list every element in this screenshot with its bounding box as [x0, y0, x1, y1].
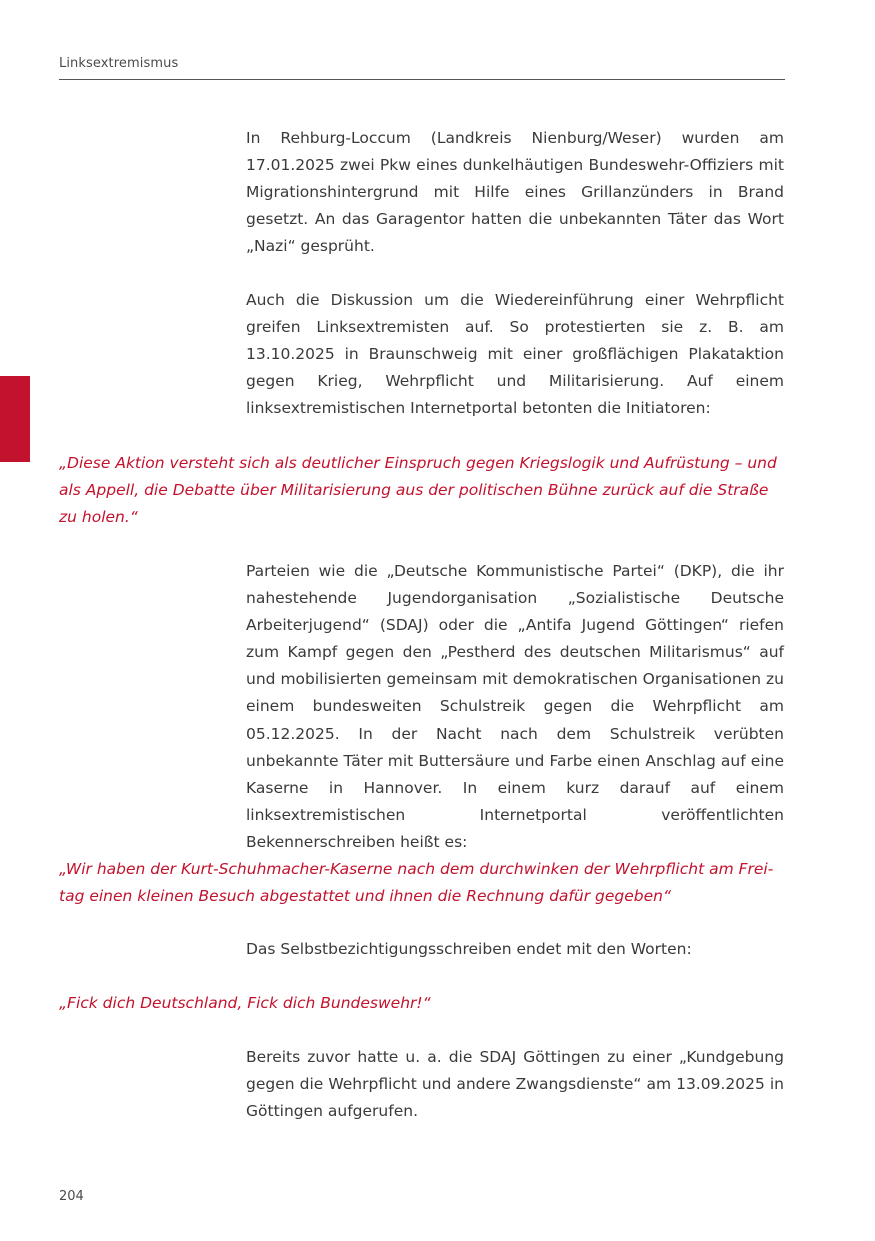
paragraph-5: Bereits zuvor hatte u. a. die SDAJ Göttingen zu einer „Kundgebung gegen die Wehrpflicht und andere Zwangsdienste“ am 13.09.2025 in Göttingen aufgerufen.: [246, 1048, 784, 1121]
quote-1: „Diese Aktion versteht sich als deutlicher Einspruch gegen Kriegslogik und Aufrüstung – und als Appell, die Debatte über Militarisierung aus der politischen Bühne zurück auf die Straße zu holen.“: [59, 454, 777, 526]
paragraph-3: Parteien wie die „Deutsche Kommunistische Partei“ (DKP), die ihr nahestehende Jugendorganisation „Sozialistische Deutsche Arbeiterjugend“ (SDAJ) oder die „Antifa Jugend Göttingen“ riefen zum Kampf gegen den „Pestherd des deutschen Militarismus“ auf und mobilisierten gemeinsam mit demokratischen Organisationen zu einem bundesweiten Schulstreik gegen die Wehrpflicht am 05.12.2025. In der Nacht nach dem Schulstreik verübten unbekannte Täter mit Buttersäure und Farbe einen Anschlag auf eine Kaserne in Hannover. In einem kurz darauf auf einem linksextremistischen Internetportal veröffentlichten Bekennerschreiben heißt es:: [246, 562, 784, 851]
page-number: 204: [59, 1189, 84, 1204]
paragraph-1: In Rehburg-Loccum (Landkreis Nienburg/Weser) wurden am 17.01.2025 zwei Pkw eines dunkelhäutigen Bundeswehr-Offiziers mit Migrationshintergrund mit Hilfe eines Grillanzünders in Brand gesetzt. An das Garagentor hatten die unbekannten Täter das Wort „Nazi“ gesprüht.: [246, 129, 784, 256]
quote-2: „Wir haben der Kurt-Schuhmacher-Kaserne nach dem durchwinken der Wehrpflicht am Frei-tag einen kleinen Besuch abgestattet und ihnen die Rechnung dafür gegeben“: [59, 860, 774, 905]
paragraph-4: Das Selbstbezichtigungsschreiben endet mit den Worten:: [246, 940, 692, 958]
quote-3: „Fick dich Deutschland, Fick dich Bundeswehr!“: [59, 994, 431, 1012]
paragraph-2: Auch die Diskussion um die Wiedereinführung einer Wehrpflicht greifen Linksextremisten auf. So protestierten sie z. B. am 13.10.2025 in Braunschweig mit einer großflächigen Plakataktion gegen Krieg, Wehrpflicht und Militarisierung. Auf einem linksextremistischen Internetportal betonten die Initiatoren:: [246, 291, 784, 418]
running-title: Linksextremismus: [59, 56, 179, 71]
chapter-side-marker: [0, 376, 30, 462]
header-rule: [59, 79, 785, 80]
